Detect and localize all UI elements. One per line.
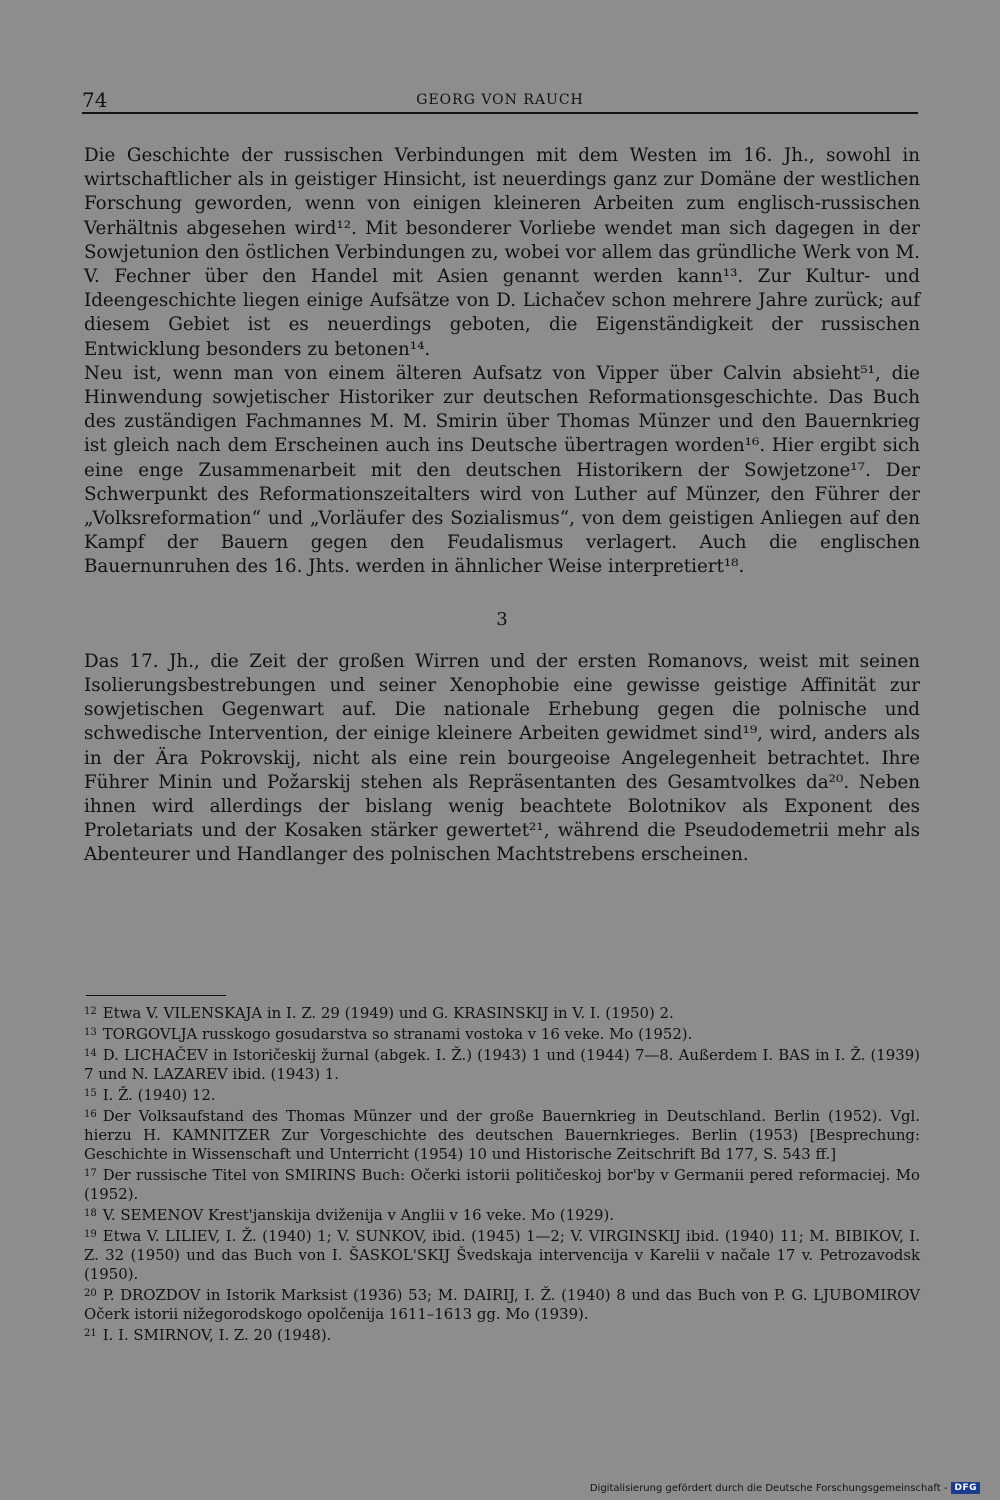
footnote-number: 18 xyxy=(84,1208,97,1219)
paragraph: Die Geschichte der russischen Verbindungen mit dem Westen im 16. Jh., sowohl in wirtschaftlicher als in geistiger Hinsicht, ist neuerdings ganz zur Domäne der westlichen Forschung geworden, wenn von einigen kleineren Arbeiten zum englisch-russischen Verhältnis abgesehen wird¹². Mit besonderer Vorliebe wendet man sich dagegen in der Sowjetunion den östlichen Verbindungen zu, wobei vor allem das gründliche Werk von M. V. Fechner über den Handel mit Asien genannt werden kann¹³. Zur Kultur- und Ideengeschichte liegen einige Aufsätze von D. Lichačev schon mehrere Jahre zurück; auf diesem Gebiet ist es neuerdings geboten, die Eigenständigkeit der russischen Entwicklung besonders zu betonen¹⁴. xyxy=(84,145,920,360)
footnote-text: Etwa V. VILENSKAJA in I. Z. 29 (1949) und G. KRASINSKIJ in V. I. (1950) 2. xyxy=(102,1004,674,1022)
footnote xyxy=(84,1002,920,1023)
footnote-text: I. Ž. (1940) 12. xyxy=(102,1086,216,1104)
footnote xyxy=(84,1225,920,1284)
page-number: 74 xyxy=(82,88,108,112)
footnote xyxy=(84,1105,920,1164)
footnote xyxy=(84,1164,920,1204)
footnote-number: 16 xyxy=(84,1109,97,1120)
paragraph: Das 17. Jh., die Zeit der großen Wirren und der ersten Romanovs, weist mit seinen Isolierungsbestrebungen und seiner Xenophobie eine gewisse geistige Affinität zur sowjetischen Gegenwart auf. Die nationale Erhebung gegen die polnische und schwedische Intervention, der einige kleinere Arbeiten gewidmet sind¹⁹, wird, anders als in der Ära Pokrovskij, nicht als eine rein bourgeoise Angelegenheit betrachtet. Ihre Führer Minin und Požarskij stehen als Repräsentanten des Gesamtvolkes da²⁰. Neben ihnen wird allerdings der bislang wenig beachtete Bolotnikov als Exponent des Proletariats und der Kosaken stärker gewertet²¹, während die Pseudodemetrii mehr als Abenteurer und Handlanger des polnischen Machtstrebens erscheinen. xyxy=(84,650,920,866)
footnote-text: I. I. SMIRNOV, I. Z. 20 (1948). xyxy=(102,1326,332,1344)
footnote xyxy=(84,1023,920,1044)
body-text xyxy=(84,144,920,868)
footnotes xyxy=(84,1002,920,1345)
footnote-number: 17 xyxy=(84,1168,97,1179)
footnote-number: 14 xyxy=(84,1048,97,1059)
footnote-text: Der russische Titel von SMIRINS Buch: Očerki istorii političeskoj bor'by v Germanii pered reformaciej. Mo (1952). xyxy=(84,1166,920,1203)
running-head: GEORG VON RAUCH xyxy=(416,92,584,108)
footnote-number: 15 xyxy=(84,1088,97,1099)
footnote-number: 13 xyxy=(84,1027,97,1038)
footnote-rule xyxy=(86,995,226,996)
footnote-text: V. SEMENOV Krest'janskija dviženija v Anglii v 16 veke. Mo (1929). xyxy=(102,1206,615,1224)
footnote-text: D. LICHAČEV in Istoričeskij žurnal (abgek. I. Ž.) (1943) 1 und (1944) 7—8. Außerdem I. BAS in I. Ž. (1939) 7 und N. LAZAREV ibid. (1943) 1. xyxy=(84,1046,920,1083)
footnote xyxy=(84,1044,920,1084)
footnote-text: Der Volksaufstand des Thomas Münzer und der große Bauernkrieg in Deutschland. Berlin (1952). Vgl. hierzu H. KAMNITZER Zur Vorgeschichte des deutschen Bauernkrieges. Berlin (1953) [Besprechung: Geschichte in Wissenschaft und Unterricht (1954) 10 und Historische Zeitschrift Bd 177, S. 543 ff.] xyxy=(84,1107,920,1163)
footnote-text: Etwa V. LILIEV, I. Ž. (1940) 1; V. SUNKOV, ibid. (1945) 1—2; V. VIRGINSKIJ ibid. (1940) 11; M. BIBIKOV, I. Z. 32 (1950) und das Buch von I. ŠASKOL'SKIJ Švedskaja intervencija v Karelii v načale 17 v. Petrozavodsk (1950). xyxy=(84,1227,920,1283)
digitization-credit xyxy=(590,1482,980,1494)
footnote-number: 19 xyxy=(84,1229,97,1240)
footnote-number: 21 xyxy=(84,1328,97,1339)
footnote xyxy=(84,1324,920,1345)
paragraph: Neu ist, wenn man von einem älteren Aufsatz von Vipper über Calvin absieht⁵¹, die Hinwendung sowjetischer Historiker zur deutschen Reformationsgeschichte. Das Buch des zuständigen Fachmannes M. M. Smirin über Thomas Münzer und den Bauernkrieg ist gleich nach dem Erscheinen auch ins Deutsche übertragen worden¹⁶. Hier ergibt sich eine enge Zusammenarbeit mit den deutschen Historikern der Sowjetzone¹⁷. Der Schwerpunkt des Reformationszeitalters wird von Luther auf Münzer, den Führer der „Volksreformation“ und „Vorläufer des Sozialismus“, von dem geistigen Anliegen auf den Kampf der Bauern gegen den Feudalismus verlagert. Auch die englischen Bauernunruhen des 16. Jhts. werden in ähnlicher Weise interpretiert¹⁸. xyxy=(84,362,920,578)
footnote xyxy=(84,1204,920,1225)
page-header xyxy=(82,88,918,114)
footnote-text: P. DROZDOV in Istorik Marksist (1936) 53; M. DAIRIJ, I. Ž. (1940) 8 und das Buch von P. G. LJUBOMIROV Očerk istorii nižegorodskogo opolčenija 1611–1613 gg. Mo (1939). xyxy=(84,1286,920,1323)
footnote xyxy=(84,1084,920,1105)
dfg-logo: DFG xyxy=(951,1482,980,1494)
footnote-text: TORGOVLJA russkogo gosudarstva so stranami vostoka v 16 veke. Mo (1952). xyxy=(102,1025,693,1043)
footnote xyxy=(84,1284,920,1324)
section-number: 3 xyxy=(496,608,508,630)
footnote-number: 20 xyxy=(84,1288,97,1299)
footnote-number: 12 xyxy=(84,1006,97,1017)
credit-text: Digitalisierung gefördert durch die Deutsche Forschungsgemeinschaft - xyxy=(589,1482,948,1494)
